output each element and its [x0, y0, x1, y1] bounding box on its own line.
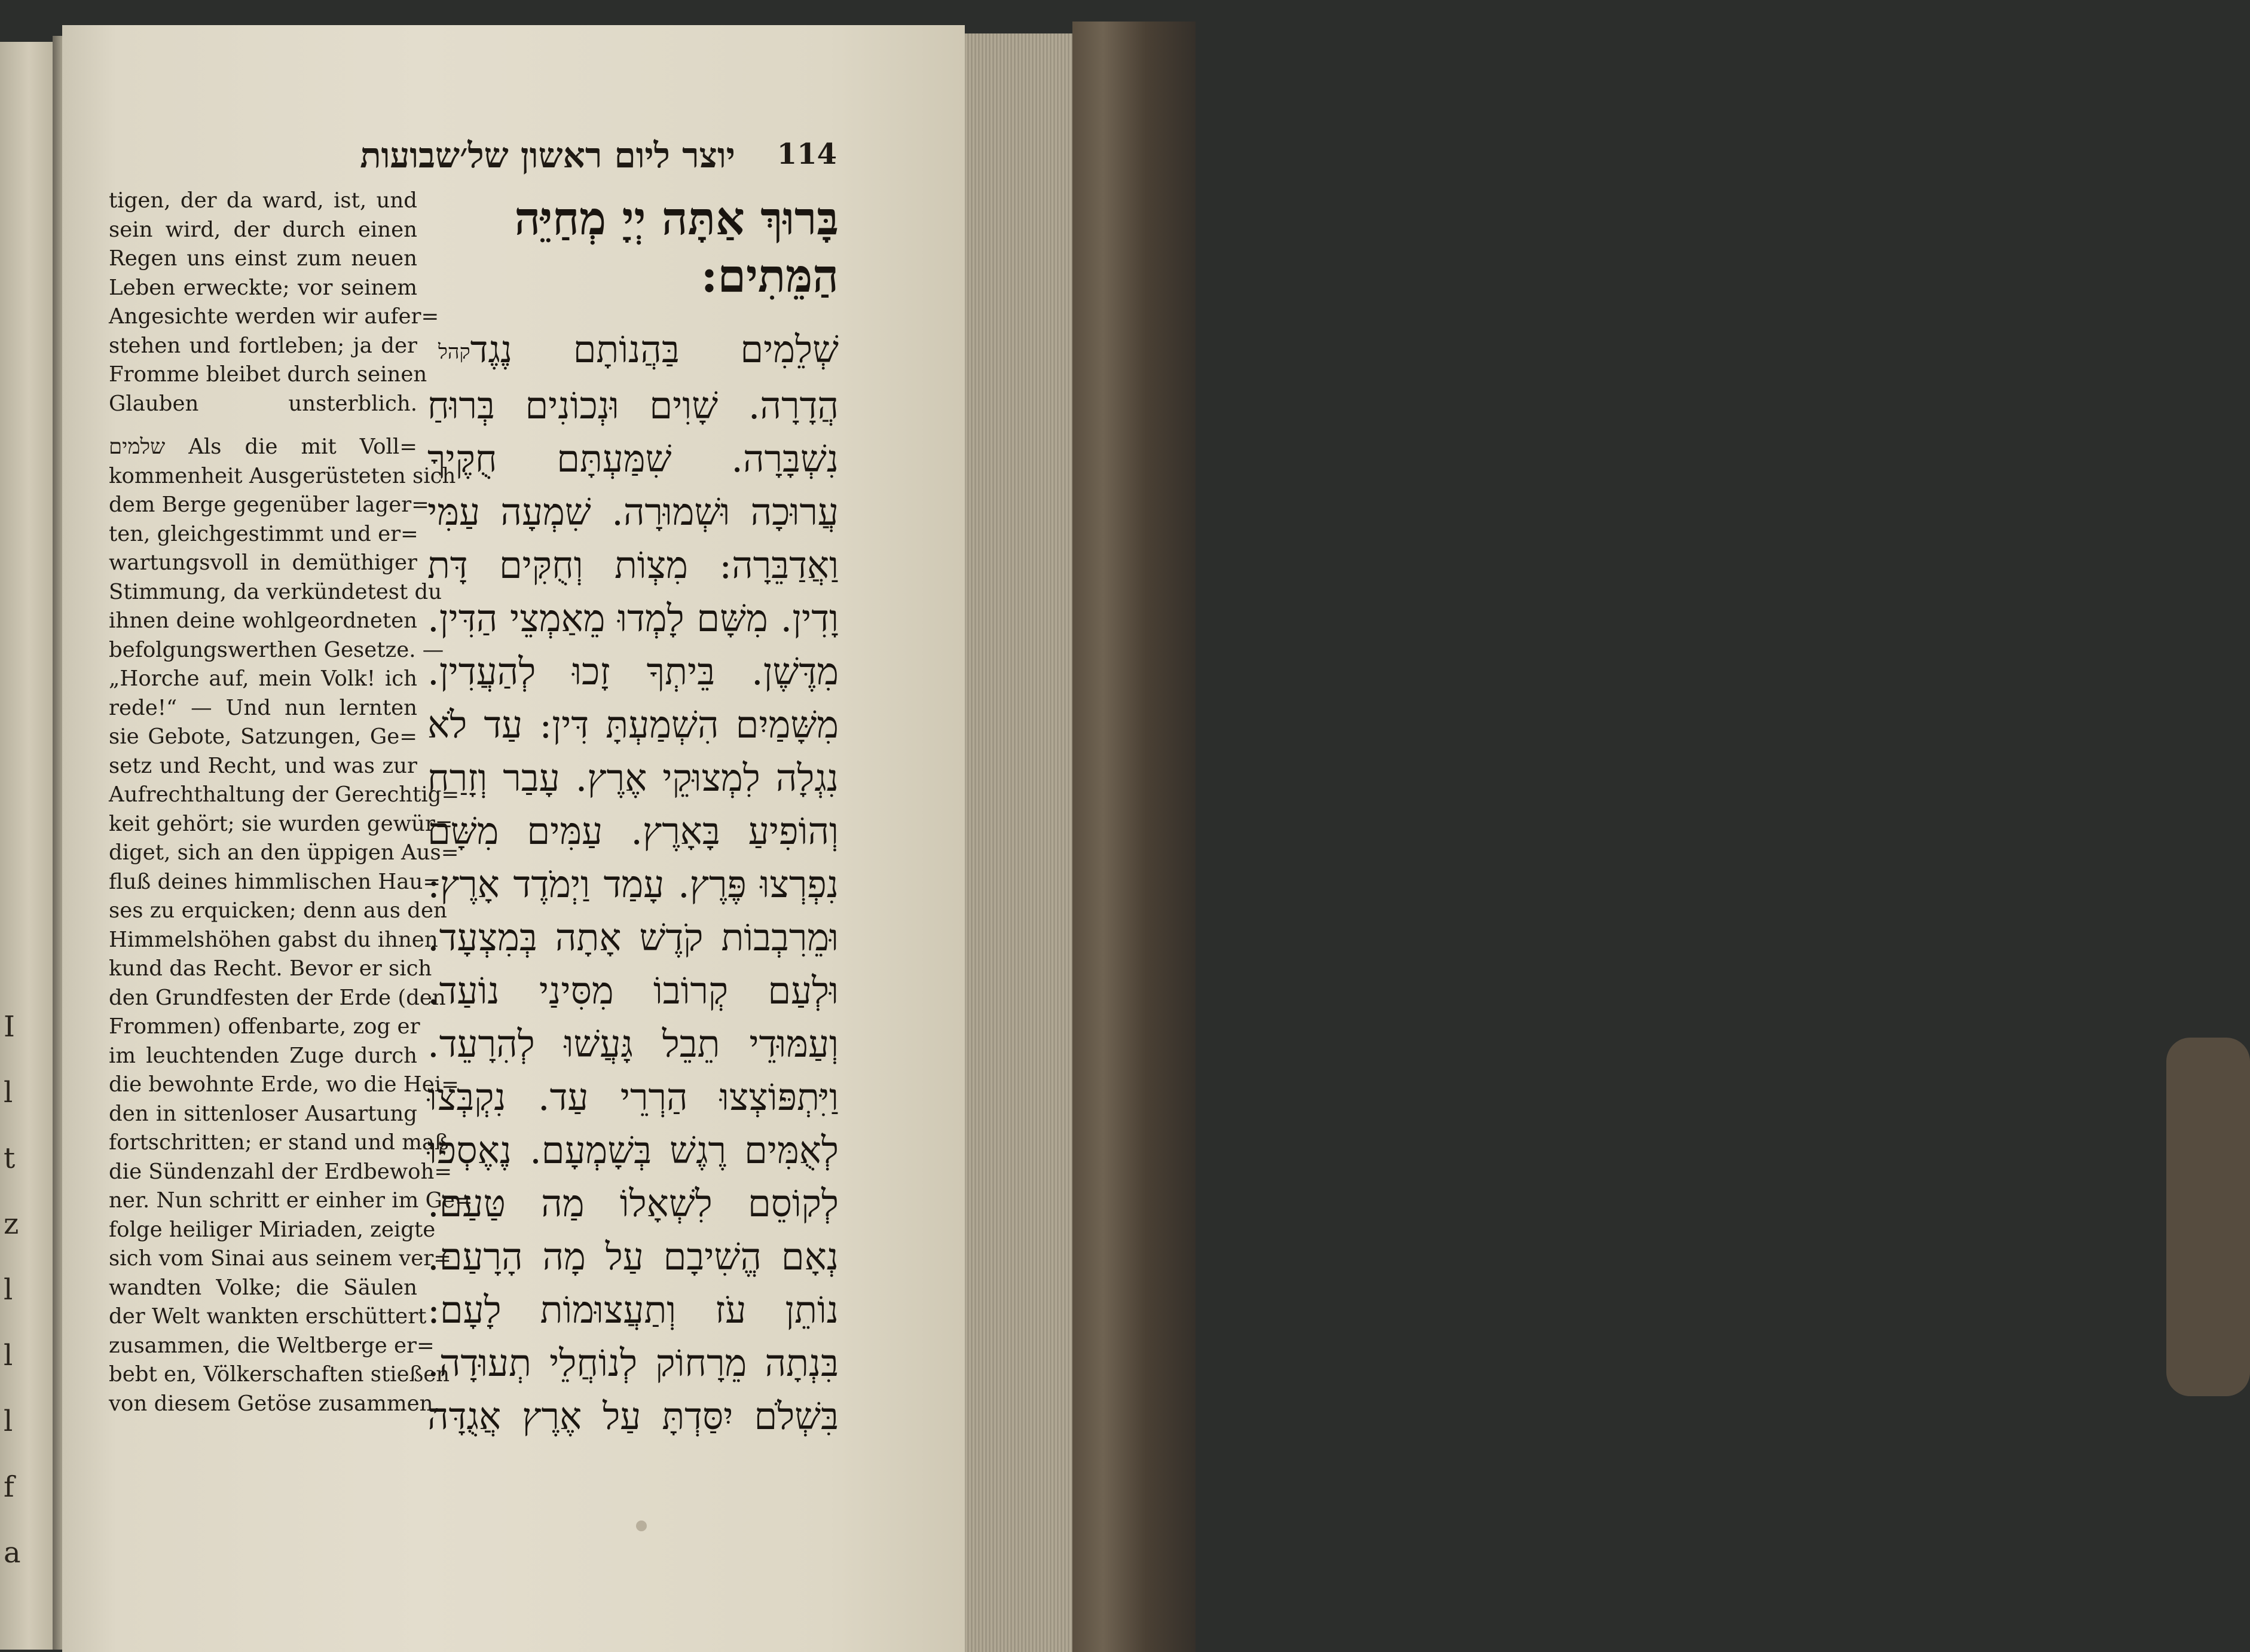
page-header [287, 137, 837, 179]
german-line: sich vom Sinai aus seinem ver= [109, 1246, 452, 1271]
german-line: von diesem Getöse zusammen, [109, 1391, 440, 1416]
german-line: diget, sich an den üppigen Aus= [109, 840, 459, 865]
edge-glyph: I [4, 1010, 15, 1044]
edge-glyph: z [4, 1207, 19, 1241]
hebrew-text-column [427, 190, 839, 1443]
german-line: keit gehört; sie wurden gewür= [109, 811, 453, 836]
hebrew-line: וּלְעַם קְרוֹבוֹ מִסִּינַי נוֹעַד. [427, 969, 839, 1013]
german-line: ses zu erquicken; denn aus den [109, 898, 447, 923]
hebrew-line: וְעַמּוּדֵי תֵבֵל גָּעֲשׁוּ לְהִרָעֵד. [427, 1022, 839, 1066]
edge-glyph: l [4, 1076, 13, 1109]
hebrew-line: נִפְרְצוּ פֶּרֶץ. עָמַד וַיְמֹדֶד אָרֶץ: [427, 862, 839, 907]
german-line: befolgungswerthen Gesetze. — [109, 637, 444, 662]
german-line: fluß deines himmlischen Hau= [109, 869, 441, 894]
running-title: יוצר ליום ראשון של׳שבועות [360, 135, 735, 176]
german-line: sein wird, der durch einen [109, 217, 417, 242]
german-line: den in sittenloser Ausartung [109, 1101, 417, 1126]
german-line: die Sündenzahl der Erdbewoh= [109, 1159, 453, 1184]
paragraph-gap [109, 418, 417, 433]
german-line: bebt en, Völkerschaften stießen [109, 1362, 450, 1387]
hebrew-line: וַיִּתְפּוֹצְצוּ הַרְרֵי עַד. נִקְבְּצוּ [427, 1075, 839, 1119]
german-line: Regen uns einst zum neuen [109, 246, 417, 271]
german-line: im leuchtenden Zuge durch [109, 1043, 417, 1068]
german-line: fortschritten; er stand und maß [109, 1130, 449, 1155]
german-line: rede!“ — Und nun lernten [109, 695, 417, 720]
german-line: Aufrechthaltung der Gerechtig= [109, 782, 460, 807]
hebrew-line: וּמֵרִבְבוֹת קֹדֶשׁ אָתָה בְּמִצְעָד. [427, 916, 839, 960]
german-line: Angesichte werden wir aufer= [109, 304, 439, 329]
german-line: kund das Recht. Bevor er sich [109, 956, 432, 981]
hebrew-line: לְאֻמִּים רֶגֶשׁ בְּשָׁמְעָם. נֶאֶסְפוּ [427, 1128, 839, 1173]
hebrew-line: הֲדָרָה. שָׁוִים וּנְכוֹנִים בְּרוּחַ [427, 384, 839, 428]
hebrew-line [427, 323, 839, 379]
book-gutter [53, 36, 62, 1650]
congregation-marker: קהל [438, 340, 470, 365]
hebrew-line: וָדִין. מִשָּׁם לָמְדוּ מֵאַמְצֵי הַדִּין. [427, 596, 839, 641]
cover-wear [2166, 1038, 2250, 1396]
edge-glyph: l [4, 1273, 13, 1307]
german-line: die bewohnte Erde, wo die Hei= [109, 1072, 459, 1097]
german-line: stehen und fortleben; ja der [109, 333, 417, 358]
hebrew-line: בִּשְׁלֹם יִסַּדְתָּ עַל אֶרֶץ אֲגֻדָּה [427, 1394, 839, 1439]
page-fore-edge [965, 33, 1072, 1652]
hebrew-line: עֲרוּכָה וּשְׁמוּרָה. שִׁמְעָה עַמִּי [427, 490, 839, 534]
edge-glyph: f [4, 1470, 14, 1504]
edge-glyph: a [4, 1536, 21, 1570]
hebrew-line: מִשָּׁמַיִם הִשְׁמַעְתָּ דִּין: עַד לֹא [427, 703, 839, 747]
facing-page-edge [0, 42, 53, 1650]
hebrew-line: לְקוֹסֵם לִשְׁאָלוֹ מַה טַּעַם. [427, 1182, 839, 1226]
hebrew-line: וַאֲדַבֵּרָה: מִצְוֹת וְחֻקִּים דָּת [427, 543, 839, 588]
blessing-line: בָּרוּךְ אַתָּה יְיָ מְחַיֵּה הַמֵּתִים: [514, 192, 839, 302]
edge-glyph: l [4, 1339, 13, 1372]
hebrew-line: נִשְׁבָּרָה. שִׁמַּעְתָּם חֻקֶּיךָ [427, 437, 839, 481]
german-line: ihnen deine wohlgeordneten [109, 608, 417, 633]
edge-glyph: t [4, 1142, 16, 1175]
hebrew-line: וְהוֹפִיעַ בָּאָרֶץ. עַמִּים מִשָּׁם [427, 809, 839, 853]
german-line: Leben erweckte; vor seinem [109, 275, 417, 300]
german-line: Himmelshöhen gabst du ihnen [109, 927, 438, 952]
hebrew-line: נוֹתֵן עֹז וְתַעֲצוּמוֹת לָעָם: [427, 1288, 839, 1332]
german-line: zusammen, die Weltberge er= [109, 1333, 435, 1358]
german-line: ten, gleichgestimmt und er= [109, 521, 418, 546]
german-line: kommenheit Ausgerüsteten sich [109, 463, 456, 488]
german-line: Fromme bleibet durch seinen [109, 362, 427, 387]
hebrew-line: מִדֶּשֶׁן. בֵּיתְךָ זָכוּ לְהַעֲדִין. [427, 650, 839, 694]
paper-spot [636, 1521, 647, 1531]
german-line: der Welt wankten erschüttert [109, 1304, 427, 1329]
hebrew-line-text: שְׁלֵמִים בַּהֲנוֹתָם נֶגֶד [470, 328, 839, 371]
edge-glyph: l [4, 1405, 13, 1438]
german-line: setz und Recht, und was zur [109, 753, 417, 778]
german-line: tigen, der da ward, ist, und [109, 188, 417, 213]
german-line: sie Gebote, Satzungen, Ge= [109, 724, 417, 749]
german-line: ner. Nun schritt er einher im Ge= [109, 1188, 473, 1213]
hebrew-line: נְאָם הֱשִׁיבָם עַל מָה הָרָעַם. [427, 1235, 839, 1279]
german-line: wartungsvoll in demüthiger [109, 550, 417, 575]
german-line: wandten Volke; die Säulen [109, 1275, 417, 1300]
german-line: folge heiliger Miriaden, zeigte [109, 1217, 436, 1242]
german-line: Glauben unsterblich. [109, 391, 417, 416]
german-line: „Horche auf, mein Volk! ich [109, 666, 417, 691]
german-line: Frommen) offenbarte, zog er [109, 1014, 420, 1039]
german-line: שלמים Als die mit Voll= [109, 435, 417, 459]
hebrew-line: בִּנְתָה מֵרָחוֹק לְנוֹחֲלֵי תְעוּדָה. [427, 1341, 839, 1385]
hebrew-line: נִגְלָה לִמְצוּקֵי אֶרֶץ. עָבַר וְזָרַח [427, 756, 839, 800]
german-line: Stimmung, da verkündetest du [109, 579, 442, 604]
book-cover-board [1072, 22, 1196, 1652]
page-number: 114 [777, 137, 837, 171]
german-line: dem Berge gegenüber lager= [109, 492, 429, 517]
german-line: den Grundfesten der Erde (den [109, 985, 446, 1010]
